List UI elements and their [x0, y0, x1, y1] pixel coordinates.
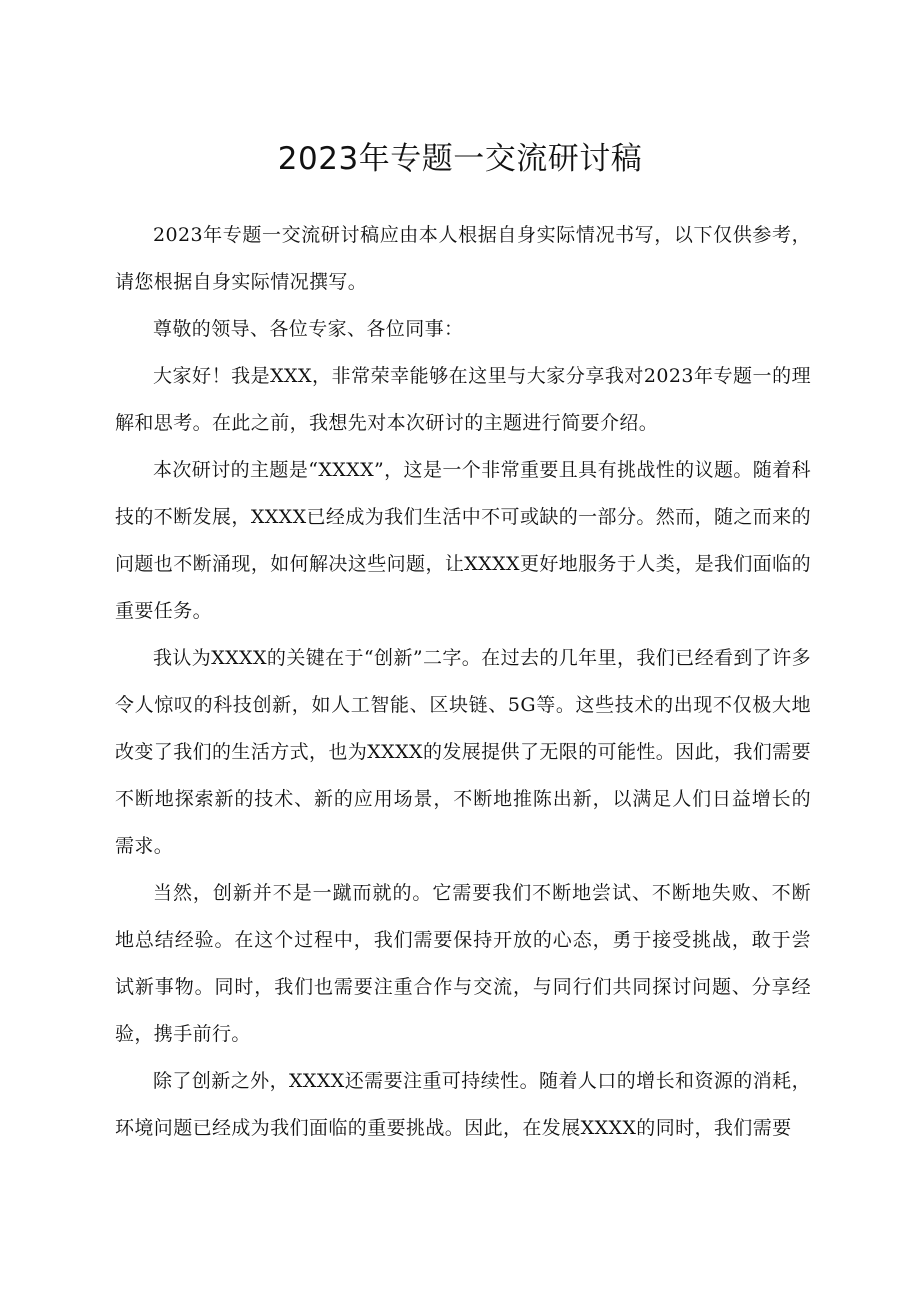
paragraph-topic: 本次研讨的主题是“XXXX”，这是一个非常重要且具有挑战性的议题。随着科技的不断发展，XXXX已经成为我们生活中不可或缺的一部分。然而，随之而来的问题也不断涌现，如何解决这些问题，让XXXX更好地服务于人类，是我们面临的重要任务。 [115, 459, 811, 622]
document-title: 2023年专题一交流研讨稿 [277, 140, 643, 177]
paragraph-salutation: 尊敬的领导、各位专家、各位同事： [153, 318, 464, 340]
paragraph-innovation: 我认为XXXX的关键在于“创新”二字。在过去的几年里，我们已经看到了许多令人惊叹的科技创新，如人工智能、区块链、5G等。这些技术的出现不仅极大地改变了我们的生活方式，也为XXXX的发展提供了无限的可能性。因此，我们需要不断地探索新的技术、新的应用场景，不断地推陈出新，以满足人们日益增长的需求。 [115, 647, 811, 857]
paragraph-sustainability: 除了创新之外，XXXX还需要注重可持续性。随着人口的增长和资源的消耗，环境问题已经成为我们面临的重要挑战。因此，在发展XXXX的同时，我们需要 [115, 1070, 811, 1139]
paragraph-disclaimer: 2023年专题一交流研讨稿应由本人根据自身实际情况书写，以下仅供参考，请您根据自身实际情况撰写。 [115, 224, 811, 293]
paragraph-process: 当然，创新并不是一蹴而就的。它需要我们不断地尝试、不断地失败、不断地总结经验。在这个过程中，我们需要保持开放的心态，勇于接受挑战，敢于尝试新事物。同时，我们也需要注重合作与交流，与同行们共同探讨问题、分享经验，携手前行。 [115, 882, 811, 1045]
paragraph-greeting: 大家好！我是XXX，非常荣幸能够在这里与大家分享我对2023年专题一的理解和思考。在此之前，我想先对本次研讨的主题进行简要介绍。 [115, 365, 811, 434]
document-body [115, 212, 811, 1152]
